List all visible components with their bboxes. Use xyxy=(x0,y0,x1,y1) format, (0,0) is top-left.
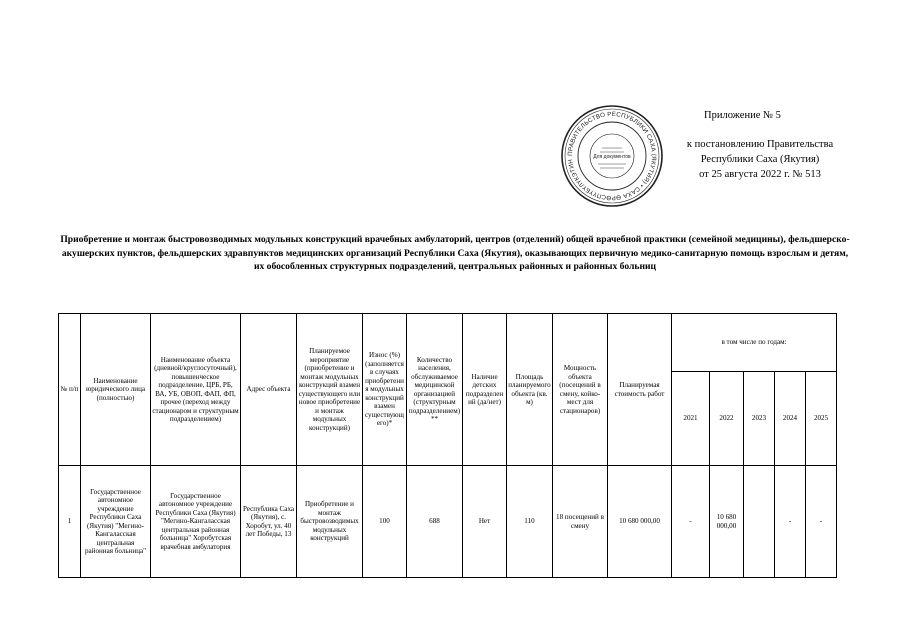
cell-child-unit: Нет xyxy=(463,466,507,578)
col-header-by-year: в том числе по годам: xyxy=(672,314,837,372)
appendix-label: Приложение № 5 xyxy=(704,110,781,121)
cell-address: Республика Саха (Якутия), с. Хоробут, ул. 40 лет Победы, 13 xyxy=(241,466,297,578)
official-seal xyxy=(560,104,664,208)
cell-num: 1 xyxy=(59,466,81,578)
col-header-year: 2025 xyxy=(806,372,837,466)
cell-year-2025: - xyxy=(806,466,837,578)
col-header-population: Количество населения, обслуживаемое медицинской организацией (структурным подразделением)** xyxy=(407,314,463,466)
table-row xyxy=(59,466,837,578)
cell-year-2023 xyxy=(744,466,775,578)
cell-population: 688 xyxy=(407,466,463,578)
resolution-line: от 25 августа 2022 г. № 513 xyxy=(699,169,821,180)
col-header-capacity: Мощность объекта (посещений в смену, койко-мест для стационаров) xyxy=(553,314,608,466)
col-header-child-unit: Наличие детских подразделений (да/нет) xyxy=(463,314,507,466)
cell-year-2024: - xyxy=(775,466,806,578)
col-header-address: Адрес объекта xyxy=(241,314,297,466)
col-header-object-name: Наименование объекта (дневной/круглосуточный), повышенческое подразделение, ЦРБ, РБ, ВА, УБ, ОВОП, ФАП, ФП, прочее (переход между стационаром и структурным подразделением) xyxy=(151,314,241,466)
col-header-area: Площадь планируемого объекта (кв. м) xyxy=(507,314,553,466)
cell-wear: 100 xyxy=(363,466,407,578)
cell-planned-activity: Приобретение и монтаж быстровозводимых модульных конструкций xyxy=(297,466,363,578)
col-header-wear: Износ (%) (заполняется в случаях приобретения модульных конструкций взамен существующего)* xyxy=(363,314,407,466)
seal-center-text: Для документов xyxy=(593,154,631,160)
col-header-legal-entity: Наименование юридического лица (полностью) xyxy=(81,314,151,466)
resolution-line: к постановлению Правительства xyxy=(686,139,834,150)
col-header-year: 2024 xyxy=(775,372,806,466)
col-header-year: 2023 xyxy=(744,372,775,466)
col-header-cost: Планируемая стоимость работ xyxy=(608,314,672,466)
cell-year-2021: - xyxy=(672,466,710,578)
svg-text:ПРАВИТЕЛЬСТВО РЕСПУБЛИКИ САХА xyxy=(560,104,657,201)
cell-year-2022: 10 680 000,00 xyxy=(710,466,744,578)
cell-cost: 10 680 000,00 xyxy=(608,466,672,578)
cell-area: 110 xyxy=(507,466,553,578)
resolution-line: Республики Саха (Якутия) xyxy=(700,154,820,165)
col-header-planned-activity: Планируемое мероприятие (приобретение и монтаж модульных конструкций взамен существующего или новое приобретение и монтаж модульных конструкций) xyxy=(297,314,363,466)
document-title: Приобретение и монтаж быстровозводимых модульных конструкций врачебных амбулаторий, центров (отделений) общей врачебной практики (семейной медицины), фельдшерско-акушерских пунктов, фельдшерских здравпунктов медицинских организаций Республики Саха (Якутия), оказывающих первичную медико-санитарную помощь взрослым и детям, их обособленных структурных подразделений, центральных районных и районных больниц xyxy=(60,234,850,273)
resolution-reference xyxy=(660,137,860,182)
col-header-year: 2022 xyxy=(710,372,744,466)
col-header-num: № п/п xyxy=(59,314,81,466)
col-header-year: 2021 xyxy=(672,372,710,466)
cell-object-name: Государственное автономное учреждение Республики Саха (Якутия) "Мегино-Кангаласская центральная районная больница" Хоробутская врачебная амбулатория xyxy=(151,466,241,578)
seal-ring-text: ПРАВИТЕЛЬСТВО РЕСПУБЛИКИ САХА (ЯКУТИЯ) • САХА ӨРӨСПҮҮБҮЛҮКЭТИН xyxy=(566,110,658,202)
cell-legal-entity: Государственное автономное учреждение Республики Саха (Якутия) "Мегино-Кангаласская центральная районная больница" xyxy=(81,466,151,578)
cell-capacity: 18 посещений в смену xyxy=(553,466,608,578)
data-table xyxy=(58,313,837,578)
